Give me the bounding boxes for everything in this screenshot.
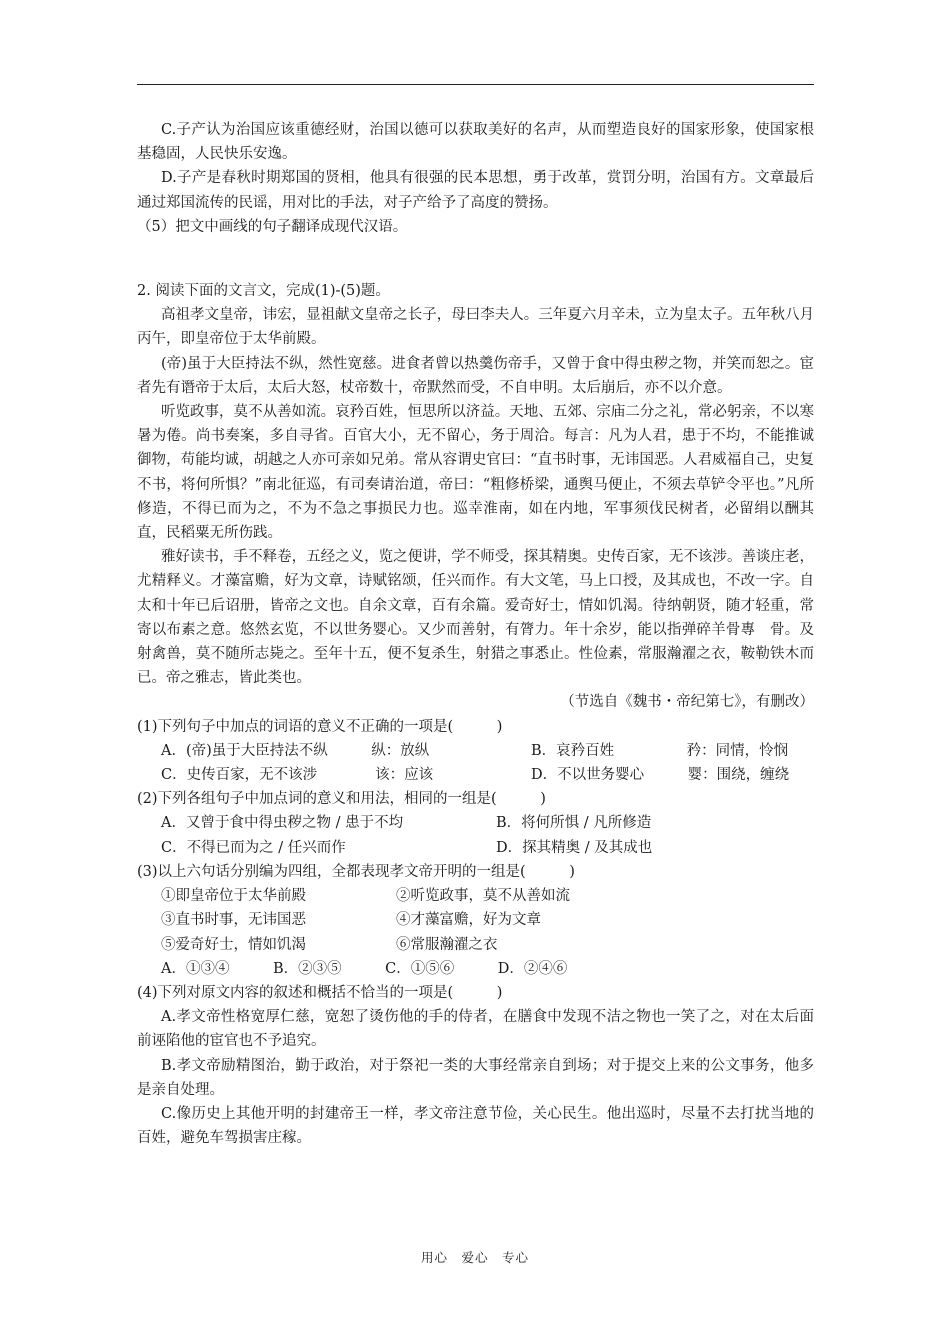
sub-2-option-c: C．不得已而为之 / 任兴而作 bbox=[161, 839, 346, 856]
sub-2-option-a: A．又曾于食中得虫秽之物 / 患于不均 bbox=[161, 815, 404, 832]
sub-question-3-stem: (3)以上六句话分别编为四组，全都表现孝文帝开明的一组是( ) bbox=[137, 863, 575, 880]
option-d-q1: D.子产是春秋时期郑国的贤相，他具有很强的民本思想，勇于改革，赏罚分明，治国有方。文章最后通过郑国流传的民谣，用对比的手法，对子产给予了高度的赞扬。 bbox=[137, 170, 814, 211]
sub-3-item-6: ⑥常服瀚濯之衣 bbox=[396, 936, 498, 953]
question-5-prompt: （5）把文中画线的句子翻译成现代汉语。 bbox=[137, 218, 408, 235]
sub-4-option-b: B.孝文帝励精图治，勤于政治，对于祭祀一类的大事经常亲自到场；对于提交上来的公文事务，他多是亲自处理。 bbox=[137, 1057, 814, 1098]
question-2-heading: 2. 阅读下面的文言文，完成(1)-(5)题。 bbox=[137, 283, 390, 300]
sub-question-3-choices: A．①③④ B．②③⑤ C．①⑤⑥ D．②④⑥ bbox=[161, 960, 568, 977]
sub-4-option-a: A.孝文帝性格宽厚仁慈，宽恕了烫伤他的手的侍者，在膳食中发现不洁之物也一笑了之，对在太后面前诬陷他的宦官也不予追究。 bbox=[137, 1009, 814, 1050]
passage-paragraph-1: 高祖孝文皇帝，讳宏，显祖献文皇帝之长子，母曰李夫人。三年夏六月辛未，立为皇太子。五年秋八月丙午，即皇帝位于太华前殿。 bbox=[137, 307, 814, 348]
passage-paragraph-4: 雅好读书，手不释卷，五经之义，览之便讲，学不师受，探其精奥。史传百家，无不该涉。善谈庄老，尤精释义。才藻富赡，好为文章，诗赋铭颂，任兴而作。有大文笔，马上口授，及其成也，不改一字。自太和十年已后诏册，皆帝之文也。自余文章，百有余篇。爱奇好士，情如饥渴。待纳朝贤，随才轻重，常寄以布素之意。悠然玄览，不以世务婴心。又少而善射，有膂力。年十余岁，能以指弹碎羊骨專 骨。及射禽兽，莫不随所志毙之。至年十五，便不复杀生，射猎之事悉止。性俭素，常服瀚濯之衣，鞍勒铁木而已。帝之雅志，皆此类也。 bbox=[137, 549, 814, 687]
sub-3-item-3: ③直书时事，无讳国恶 bbox=[161, 912, 306, 929]
passage-paragraph-2: (帝)虽于大臣持法不纵，然性宽慈。进食者曾以热羹伤帝手，又曾于食中得虫秽之物，并笑而恕之。宦者先有谮帝于太后，太后大怒，杖帝数十，帝默然而受，不自申明。太后崩后，亦不以介意。 bbox=[137, 355, 814, 396]
sub-question-4-stem: (4)下列对原文内容的叙述和概括不恰当的一项是( ) bbox=[137, 984, 503, 1001]
sub-3-item-5: ⑤爱奇好士，情如饥渴 bbox=[161, 936, 306, 953]
sub-3-item-4: ④才藻富赡，好为文章 bbox=[396, 912, 541, 929]
sub-1-option-c: C．史传百家，无不该涉 该：应该 bbox=[161, 767, 434, 784]
sub-3-item-1: ①即皇帝位于太华前殿 bbox=[161, 888, 306, 905]
sub-question-2-row-2 bbox=[137, 836, 814, 860]
sub-1-option-a: A．(帝)虽于大臣持法不纵 纵：放纵 bbox=[161, 742, 430, 759]
document-page bbox=[137, 118, 814, 1150]
sub-question-3-row-3 bbox=[137, 933, 814, 957]
sub-question-3-row-2 bbox=[137, 908, 814, 932]
sub-1-option-b: B．哀矜百姓 矜：同情，怜悯 bbox=[531, 742, 789, 759]
page-footer: 用心 爱心 专心 bbox=[420, 1250, 529, 1265]
sub-2-option-d: D．探其精奥 / 及其成也 bbox=[496, 839, 653, 856]
option-c-q1: C.子产认为治国应该重德经财，治国以德可以获取美好的名声，从而塑造良好的国家形象，使国家根基稳固，人民快乐安逸。 bbox=[137, 122, 814, 163]
sub-2-option-b: B．将何所惧 / 凡所修造 bbox=[496, 815, 652, 832]
sub-question-1-row-2 bbox=[137, 763, 814, 787]
sub-question-1-stem: (1)下列句子中加点的词语的意义不正确的一项是( ) bbox=[137, 718, 503, 735]
sub-question-2-stem: (2)下列各组句子中加点词的意义和用法，相同的一组是( ) bbox=[137, 791, 546, 808]
header-rule bbox=[137, 84, 814, 85]
sub-question-3-row-1 bbox=[137, 884, 814, 908]
sub-1-option-d: D．不以世务婴心 婴：围绕，缠绕 bbox=[531, 767, 790, 784]
passage-source: （节选自《魏书・帝纪第七》，有删改） bbox=[560, 694, 814, 711]
sub-question-1-row-1 bbox=[137, 739, 814, 763]
sub-3-item-2: ②听览政事，莫不从善如流 bbox=[396, 888, 570, 905]
passage-paragraph-3: 听览政事，莫不从善如流。哀矜百姓，恒思所以济益。天地、五郊、宗庙二分之礼，常必躬亲，不以寒暑为倦。尚书奏案，多自寻省。百官大小，无不留心，务于周洽。每言：凡为人君，患于不均，不能推诚御物，苟能均诚，胡越之人亦可亲如兄弟。常从容谓史官曰：“直书时事，无讳国恶。人君威福自己，史复不书，将何所惧？”南北征巡，有司奏请治道，帝曰：“粗修桥梁，通舆马便止，不须去草铲令平也。”凡所修造，不得已而为之，不为不急之事损民力也。巡幸淮南，如在内地，军事须伐民树者，必留绢以酬其直，民稻粟无所伤践。 bbox=[137, 404, 814, 542]
sub-question-2-row-1 bbox=[137, 811, 814, 835]
sub-4-option-c: C.像历史上其他开明的封建帝王一样，孝文帝注意节俭，关心民生。他出巡时，尽量不去打扰当地的百姓，避免车驾损害庄稼。 bbox=[137, 1105, 814, 1147]
